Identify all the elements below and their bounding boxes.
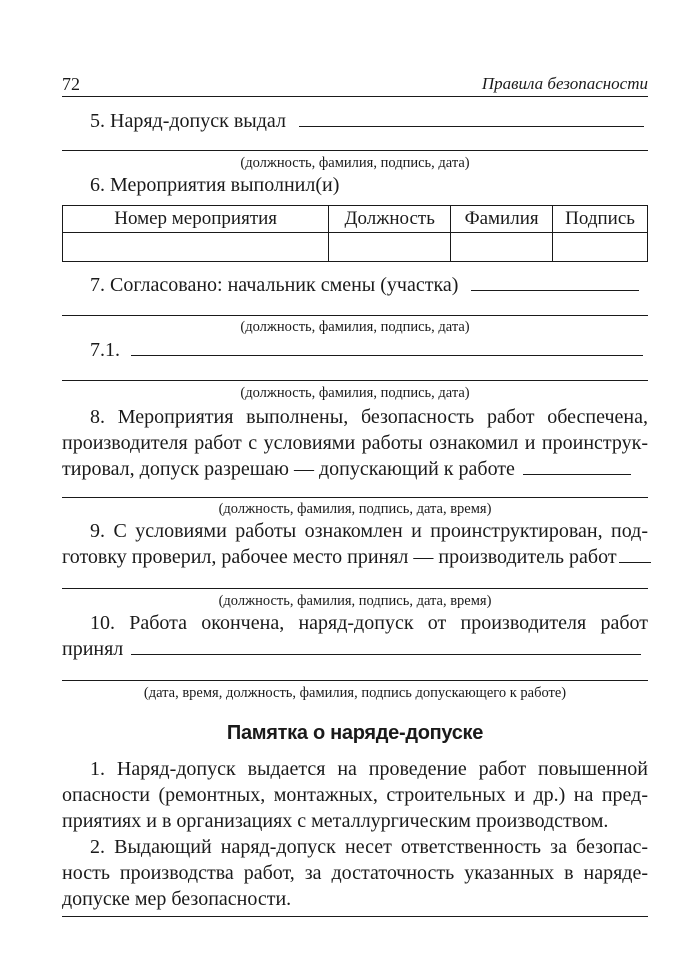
item-8-line: производителя работ с условиями работы ознакомил и проинструк- [62, 432, 648, 454]
item-7-1-caption: (должность, фамилия, подпись, дата) [240, 385, 470, 401]
item-9-caption: (должность, фамилия, подпись, дата, время) [218, 593, 492, 609]
running-title: Правила безопасности [481, 74, 648, 93]
item-9-fill-line [619, 544, 651, 563]
item-8-line-text: тировал, допуск разрешаю — допускающий к работе [62, 458, 515, 480]
table-header-cell: Подпись [553, 206, 648, 233]
page-header [62, 74, 648, 97]
table-header-cell: Номер мероприятия [63, 206, 329, 233]
table-header-cell: Фамилия [451, 206, 553, 233]
table-cell [329, 233, 451, 262]
item-7-fill-line [471, 272, 639, 291]
item-9-line: 9. С условиями работы ознакомлен и проинструктирован, под- [90, 520, 648, 542]
item-7-caption: (должность, фамилия, подпись, дата) [240, 319, 470, 335]
item-5-fill-line [299, 108, 644, 127]
item-10-line: 10. Работа окончена, наряд-допуск от производителя работ [90, 612, 648, 634]
item-7 [62, 272, 648, 298]
memo-p2-line: 2. Выдающий наряд-допуск несет ответственность за безопас- [90, 836, 648, 858]
item-10-signature-line [62, 680, 648, 681]
item-10-caption: (дата, время, должность, фамилия, подпись допускающего к работе) [143, 685, 567, 701]
item-7-1-fill-line [131, 337, 643, 356]
item-8-fill-line [523, 456, 631, 475]
memo-paragraph-1 [62, 756, 648, 834]
item-5-text: 5. Наряд-допуск выдал [90, 110, 286, 132]
memo-paragraph-2 [62, 834, 648, 912]
memo-title: Памятка о наряде-допуске [226, 722, 484, 744]
bottom-signature-line [62, 916, 648, 917]
item-8-line: 8. Мероприятия выполнены, безопасность работ обеспечена, [90, 406, 648, 428]
item-7-1-text: 7.1. [90, 339, 120, 361]
table-header-row [63, 206, 648, 233]
item-5-signature-line [62, 150, 648, 151]
item-7-text: 7. Согласовано: начальник смены (участка) [90, 274, 459, 296]
item-8-line-last [62, 456, 648, 482]
item-9-line-text: готовку проверил, рабочее место принял — производитель работ [62, 546, 617, 568]
memo-p1-line: приятиях и в организациях с металлургическим производством. [62, 810, 609, 832]
item-10-line-last [62, 636, 648, 662]
item-9-signature-line [62, 588, 648, 589]
memo-p1-line: опасности (ремонтных, монтажных, строительных и др.) на пред- [62, 784, 648, 806]
item-8-paragraph [62, 404, 648, 482]
table-header-cell: Должность [329, 206, 451, 233]
item-5 [62, 108, 648, 134]
item-6: 6. Мероприятия выполнил(и) [90, 174, 340, 196]
table-cell [553, 233, 648, 262]
item-10-paragraph [62, 610, 648, 662]
item-8-signature-line [62, 497, 648, 498]
item-5-caption: (должность, фамилия, подпись, дата) [240, 155, 470, 171]
item-7-signature-line [62, 315, 648, 316]
table-cell [451, 233, 553, 262]
memo-p1-line: 1. Наряд-допуск выдается на проведение работ повышенной [90, 758, 648, 780]
item-10-line-text: принял [62, 638, 124, 660]
item-9-line-last [62, 544, 648, 570]
item-10-fill-line [131, 636, 641, 655]
measures-table [62, 205, 648, 262]
item-7-1-signature-line [62, 380, 648, 381]
item-8-caption: (должность, фамилия, подпись, дата, время) [218, 501, 492, 517]
memo-p2-line: ность производства работ, за достаточность указанных в наряде- [62, 862, 648, 884]
item-9-paragraph [62, 518, 648, 570]
table-row [63, 233, 648, 262]
memo-p2-line: допуске мер безопасности. [62, 888, 292, 910]
table-cell [63, 233, 329, 262]
item-7-1 [62, 337, 648, 363]
page-number: 72 [62, 74, 80, 94]
